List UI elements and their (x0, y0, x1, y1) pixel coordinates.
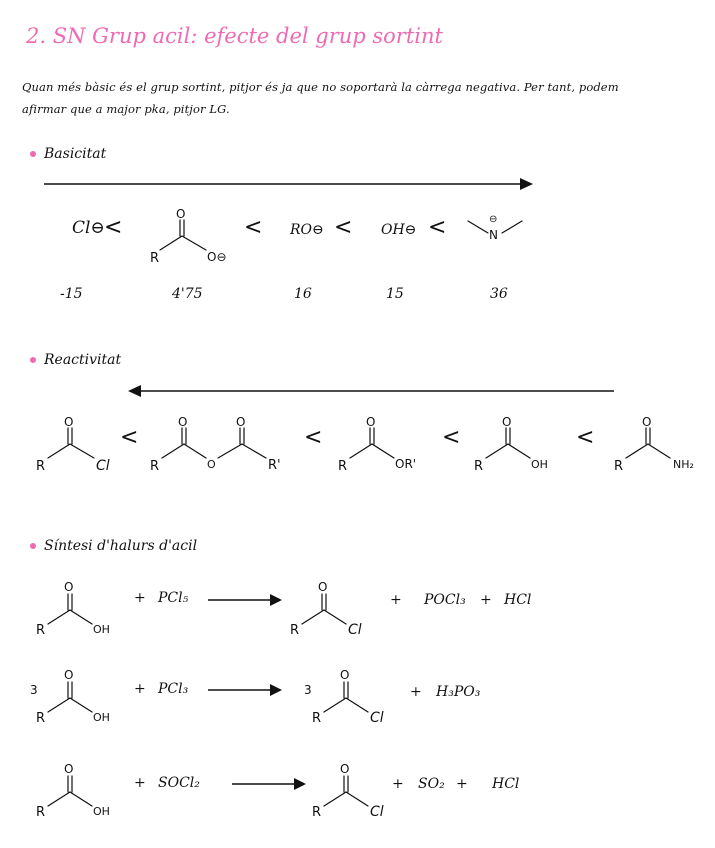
svg-text:R: R (36, 711, 46, 726)
plus-sign: + (134, 590, 146, 606)
pcl3-reagent: PCl₃ (158, 681, 189, 697)
svg-text:OH: OH (93, 623, 110, 636)
svg-text:O: O (318, 580, 328, 594)
svg-text:R: R (474, 459, 484, 474)
svg-text:O: O (236, 415, 246, 429)
svg-text:Cl: Cl (348, 622, 362, 638)
svg-text:O: O (340, 668, 350, 682)
svg-text:OH: OH (93, 805, 110, 818)
pka-value: 15 (386, 286, 404, 302)
lt-sign: < (576, 425, 595, 450)
chloride-ion: Cl⊖ (72, 218, 105, 238)
svg-text:R: R (312, 711, 322, 726)
hcl-byproduct: HCl (492, 776, 520, 792)
oxygen-label: O (176, 207, 186, 221)
svg-text:R: R (36, 459, 46, 474)
minus-charge-label: ⊖ (489, 214, 498, 225)
svg-text:R: R (312, 805, 322, 820)
svg-text:O: O (64, 415, 74, 429)
pka-value: 36 (490, 286, 508, 302)
svg-text:R: R (338, 459, 348, 474)
plus-sign: + (480, 592, 492, 608)
pocl3-byproduct: POCl₃ (424, 592, 466, 608)
plus-sign: + (134, 775, 146, 791)
svg-text:O: O (207, 458, 216, 471)
svg-text:OH: OH (93, 711, 110, 724)
svg-text:R: R (36, 805, 46, 820)
pka-value: 16 (294, 286, 312, 302)
svg-text:R: R (36, 623, 46, 638)
lt-sign: < (442, 425, 461, 450)
basicitat-label: Basicitat (44, 146, 107, 162)
svg-text:OR': OR' (395, 457, 417, 471)
lt-sign: < (120, 425, 139, 450)
pka-value: 4'75 (172, 286, 203, 302)
reactivitat-label: Reactivitat (44, 352, 122, 368)
plus-sign: + (392, 776, 404, 792)
intro-line-2: afirmar que a major pka, pitjor LG. (22, 102, 230, 116)
svg-text:3: 3 (30, 683, 38, 697)
plus-sign: + (410, 684, 422, 700)
svg-text:R: R (290, 623, 300, 638)
intro-line-1: Quan més bàsic és el grup sortint, pitjor és ja que no soportarà la càrrega negativa. Per tant, podem (22, 80, 619, 94)
lt-sign: < (244, 215, 263, 240)
svg-text:R: R (150, 459, 160, 474)
pka-value: -15 (60, 286, 83, 302)
svg-text:O: O (64, 580, 74, 594)
lt-sign: < (334, 215, 353, 240)
lt-sign: < (304, 425, 323, 450)
svg-text:R': R' (268, 458, 281, 473)
socl2-reagent: SOCl₂ (158, 775, 200, 791)
hcl-byproduct: HCl (504, 592, 532, 608)
svg-text:O: O (366, 415, 376, 429)
svg-text:O: O (64, 762, 74, 776)
svg-text:3: 3 (304, 683, 312, 697)
svg-text:R: R (614, 459, 624, 474)
svg-text:O: O (502, 415, 512, 429)
plus-sign: + (134, 681, 146, 697)
hydroxide-ion: OH⊖ (381, 222, 417, 238)
svg-text:Cl: Cl (370, 804, 384, 820)
plus-sign: + (390, 592, 402, 608)
svg-text:NH₂: NH₂ (673, 458, 694, 471)
pcl5-reagent: PCl₅ (158, 590, 189, 606)
o-minus-label: O⊖ (207, 250, 227, 264)
svg-text:OH: OH (531, 458, 548, 471)
svg-text:Cl: Cl (96, 458, 110, 474)
svg-text:Cl: Cl (370, 710, 384, 726)
lt-sign: < (428, 215, 447, 240)
nitrogen-label: N (489, 228, 498, 242)
plus-sign: + (456, 776, 468, 792)
svg-text:O: O (178, 415, 188, 429)
so2-byproduct: SO₂ (418, 776, 445, 792)
svg-text:O: O (642, 415, 652, 429)
h3po3-byproduct: H₃PO₃ (436, 684, 481, 700)
lt-sign: < (104, 215, 123, 240)
r-label: R (150, 251, 160, 266)
page-title: 2. SN Grup acil: efecte del grup sortint (26, 24, 443, 48)
alkoxide-ion: RO⊖ (290, 222, 324, 238)
sintesi-label: Síntesi d'halurs d'acil (44, 538, 198, 554)
svg-text:O: O (340, 762, 350, 776)
svg-text:O: O (64, 668, 74, 682)
